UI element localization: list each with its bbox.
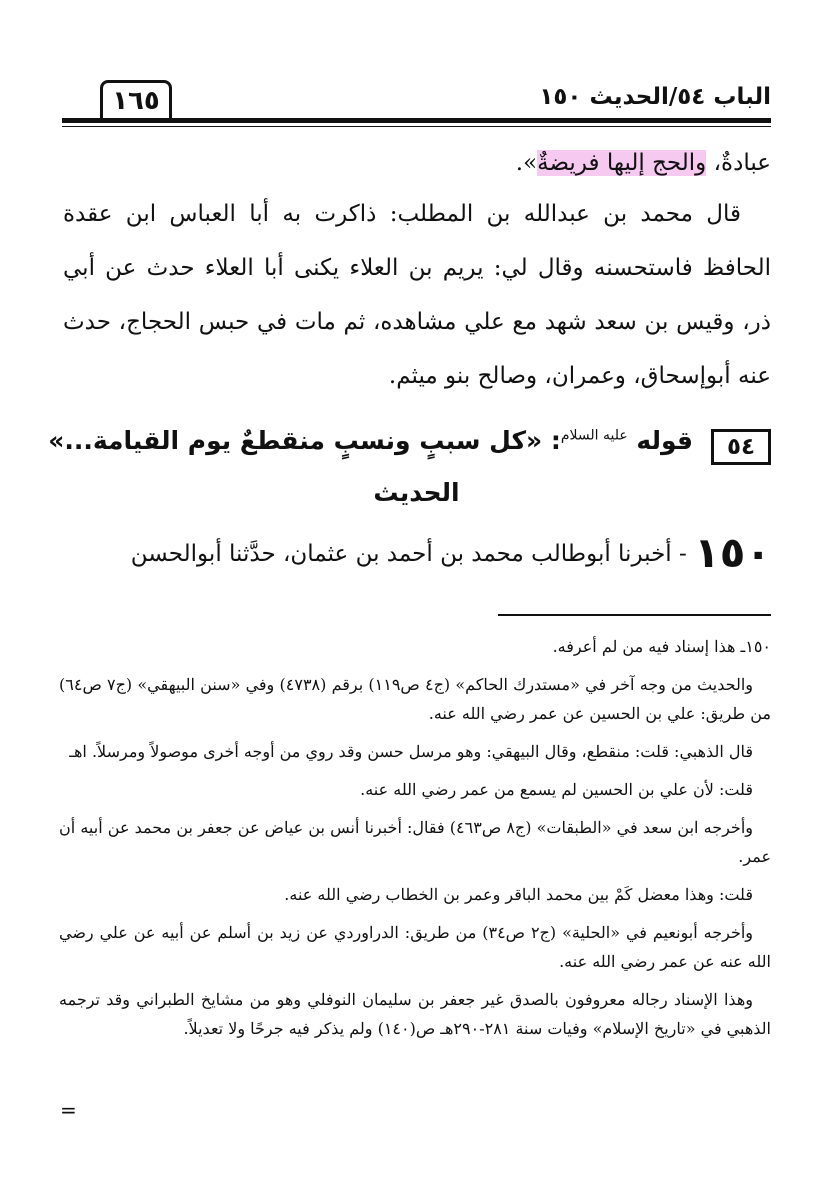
header-rule-thin — [62, 126, 771, 127]
section-title-quote: : «كل سببٍ ونسبٍ منقطعٌ يوم القيامة...» — [48, 426, 561, 455]
running-header-title: الباب ٥٤/الحديث ١٥٠ — [539, 84, 771, 110]
hadith-text: - أخبرنا أبوطالب محمد بن أحمد بن عثمان، حدَّثنا أبوالحسن — [130, 541, 695, 567]
footnote-paragraph: قلت: وهذا معضل كَمْ بين محمد الباقر وعمر بن الخطاب رضي الله عنه. — [284, 885, 753, 904]
header-rule-thick — [62, 118, 771, 123]
continuation-mark: = — [60, 1098, 77, 1122]
hadith-line — [51, 526, 771, 581]
section-title-pre: قوله — [627, 426, 693, 455]
footnote-paragraph: وأخرجه أبونعيم في «الحلية» (ج٢ ص٣٤) من طريق: الدراوردي عن زيد بن أسلم عن أبيه عن علي رضي الله عنه عن عمر رضي الله عنه. — [59, 923, 771, 971]
text-fragment: عبادةٌ، — [706, 150, 771, 176]
footnote-paragraph: والحديث من وجه آخر في «مستدرك الحاكم» (ج٤ ص١١٩) برقم (٤٧٣٨) وفي «سنن البيهقي» (ج٧ ص٦٤) من طريق: علي بن الحسين عن عمر رضي الله عنه. — [59, 675, 771, 723]
section-subtitle: الحديث — [373, 478, 460, 507]
footnotes — [59, 632, 771, 1052]
footnote-paragraph: وهذا الإسناد رجاله معروفون بالصدق غير جعفر بن سليمان النوفلي وهو من مشايخ الطبراني وقد ترجمه الذهبي في «تاريخ الإسلام» وفيات سنة ٢٨١-٢٩٠هـ ص(١٤٠) ولم يذكر فيه جرحًا ولا تعديلاً. — [59, 990, 771, 1038]
footnote-paragraph: قلت: لأن علي بن الحسين لم يسمع من عمر رضي الله عنه. — [360, 780, 753, 799]
footnote-paragraph: وأخرجه ابن سعد في «الطبقات» (ج٨ ص٤٦٣) فقال: أخبرنا أنس بن عياض عن جعفر بن محمد عن أبيه أن عمر. — [59, 818, 771, 866]
footnote-paragraph: قال الذهبي: قلت: منقطع، وقال البيهقي: وهو مرسل حسن وقد روي من أوجه أخرى موصولاً ومرسلاً. اهـ — [69, 742, 753, 761]
footnote-paragraph: ١٥٠ـ هذا إسناد فيه من لم أعرفه. — [552, 637, 771, 656]
body-paragraph: قال محمد بن عبدالله بن المطلب: ذاكرت به أبا العباس ابن عقدة الحافظ فاستحسنه وقال لي: يريم بن العلاء يكنى أبا العلاء حدث عن أبي ذر، وقيس بن سعد شهد مع علي مشاهده، ثم مات في حبس الحجاج، حدث عنه أبوإسحاق، وعمران، وصالح بنو ميثم. — [63, 201, 771, 389]
salutation-glyph: عليه السلام — [560, 427, 628, 444]
highlighted-text: والحج إليها فريضةٌ — [537, 150, 707, 176]
page-number: ١٦٥ — [100, 80, 172, 118]
footnote-separator — [498, 614, 771, 616]
text-fragment: ». — [515, 150, 538, 176]
section-title — [48, 426, 693, 455]
section-number: ٥٤ — [711, 429, 771, 465]
hadith-number: ١٥٠ — [694, 528, 771, 577]
continued-paragraph — [63, 136, 771, 190]
